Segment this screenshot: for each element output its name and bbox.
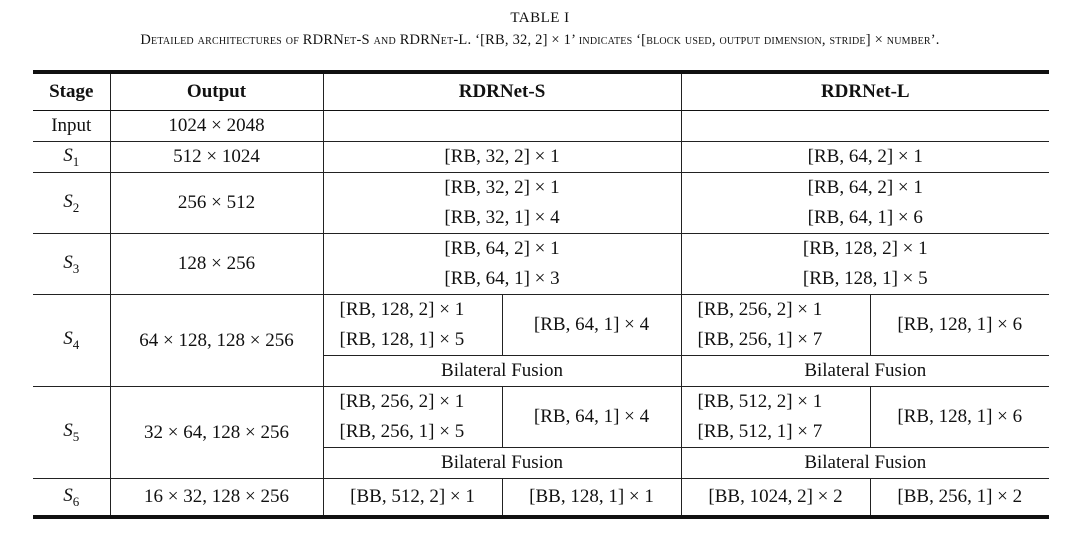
table-row-input (33, 111, 1049, 142)
header-rdrnet-l: RDRNet-L (681, 72, 1049, 111)
output-cell: 128 × 256 (110, 234, 323, 295)
table-row-s6 (33, 479, 1049, 518)
rdrnet-s-cell (323, 111, 681, 142)
rdrnet-s-cell: [RB, 64, 2] × 1 [RB, 64, 1] × 3 (323, 234, 681, 295)
output-cell: 32 × 64, 128 × 256 (110, 387, 323, 479)
rdrnet-l-branch-b: [RB, 128, 1] × 6 (870, 295, 1049, 356)
output-cell: 64 × 128, 128 × 256 (110, 295, 323, 387)
stage-cell: $S_3$ (33, 234, 110, 295)
rdrnet-s-cell: [RB, 32, 2] × 1 [RB, 32, 1] × 4 (323, 173, 681, 234)
architecture-table (33, 70, 1049, 519)
rdrnet-s-branch-a: [RB, 128, 2] × 1 [RB, 128, 1] × 5 (323, 295, 502, 356)
rdrnet-s-branch-a: [RB, 256, 2] × 1 [RB, 256, 1] × 5 (323, 387, 502, 448)
stage-cell: $S_5$ (33, 387, 110, 479)
rdrnet-l-fusion: Bilateral Fusion (681, 356, 1049, 387)
table-row-s1 (33, 142, 1049, 173)
rdrnet-l-cell: [RB, 64, 2] × 1 (681, 142, 1049, 173)
rdrnet-l-branch-a: [BB, 1024, 2] × 2 (681, 479, 870, 518)
rdrnet-l-cell: [RB, 64, 2] × 1 [RB, 64, 1] × 6 (681, 173, 1049, 234)
rdrnet-l-branch-a: [RB, 512, 2] × 1 [RB, 512, 1] × 7 (681, 387, 870, 448)
stage-cell: $S_1$ (33, 142, 110, 173)
header-row (33, 72, 1049, 111)
table-row-s4 (33, 295, 1049, 356)
table-row-s2 (33, 173, 1049, 234)
output-cell: 1024 × 2048 (110, 111, 323, 142)
rdrnet-s-fusion: Bilateral Fusion (323, 356, 681, 387)
rdrnet-l-cell: [RB, 128, 2] × 1 [RB, 128, 1] × 5 (681, 234, 1049, 295)
output-cell: 256 × 512 (110, 173, 323, 234)
rdrnet-s-fusion: Bilateral Fusion (323, 448, 681, 479)
output-cell: 16 × 32, 128 × 256 (110, 479, 323, 518)
stage-cell: $S_6$ (33, 479, 110, 518)
rdrnet-l-branch-b: [BB, 256, 1] × 2 (870, 479, 1049, 518)
stage-cell: Input (33, 111, 110, 142)
table-title: TABLE I (510, 10, 570, 26)
stage-cell: $S_2$ (33, 173, 110, 234)
rdrnet-s-branch-a: [BB, 512, 2] × 1 (323, 479, 502, 518)
header-stage: Stage (33, 72, 110, 111)
rdrnet-l-branch-a: [RB, 256, 2] × 1 [RB, 256, 1] × 7 (681, 295, 870, 356)
table-row-s5 (33, 387, 1049, 448)
rdrnet-l-branch-b: [RB, 128, 1] × 6 (870, 387, 1049, 448)
table-row-s3 (33, 234, 1049, 295)
header-rdrnet-s: RDRNet-S (323, 72, 681, 111)
rdrnet-l-cell (681, 111, 1049, 142)
stage-cell: $S_4$ (33, 295, 110, 387)
rdrnet-s-branch-b: [BB, 128, 1] × 1 (502, 479, 681, 518)
output-cell: 512 × 1024 (110, 142, 323, 173)
rdrnet-s-branch-b: [RB, 64, 1] × 4 (502, 295, 681, 356)
rdrnet-l-fusion: Bilateral Fusion (681, 448, 1049, 479)
table-subtitle: Detailed architectures of RDRNet-S and RDRNet-L. ‘[RB, 32, 2] × 1’ indicates ‘[block used, output dimension, stride] × number’. (140, 32, 940, 48)
rdrnet-s-branch-b: [RB, 64, 1] × 4 (502, 387, 681, 448)
rdrnet-s-cell: [RB, 32, 2] × 1 (323, 142, 681, 173)
header-output: Output (110, 72, 323, 111)
